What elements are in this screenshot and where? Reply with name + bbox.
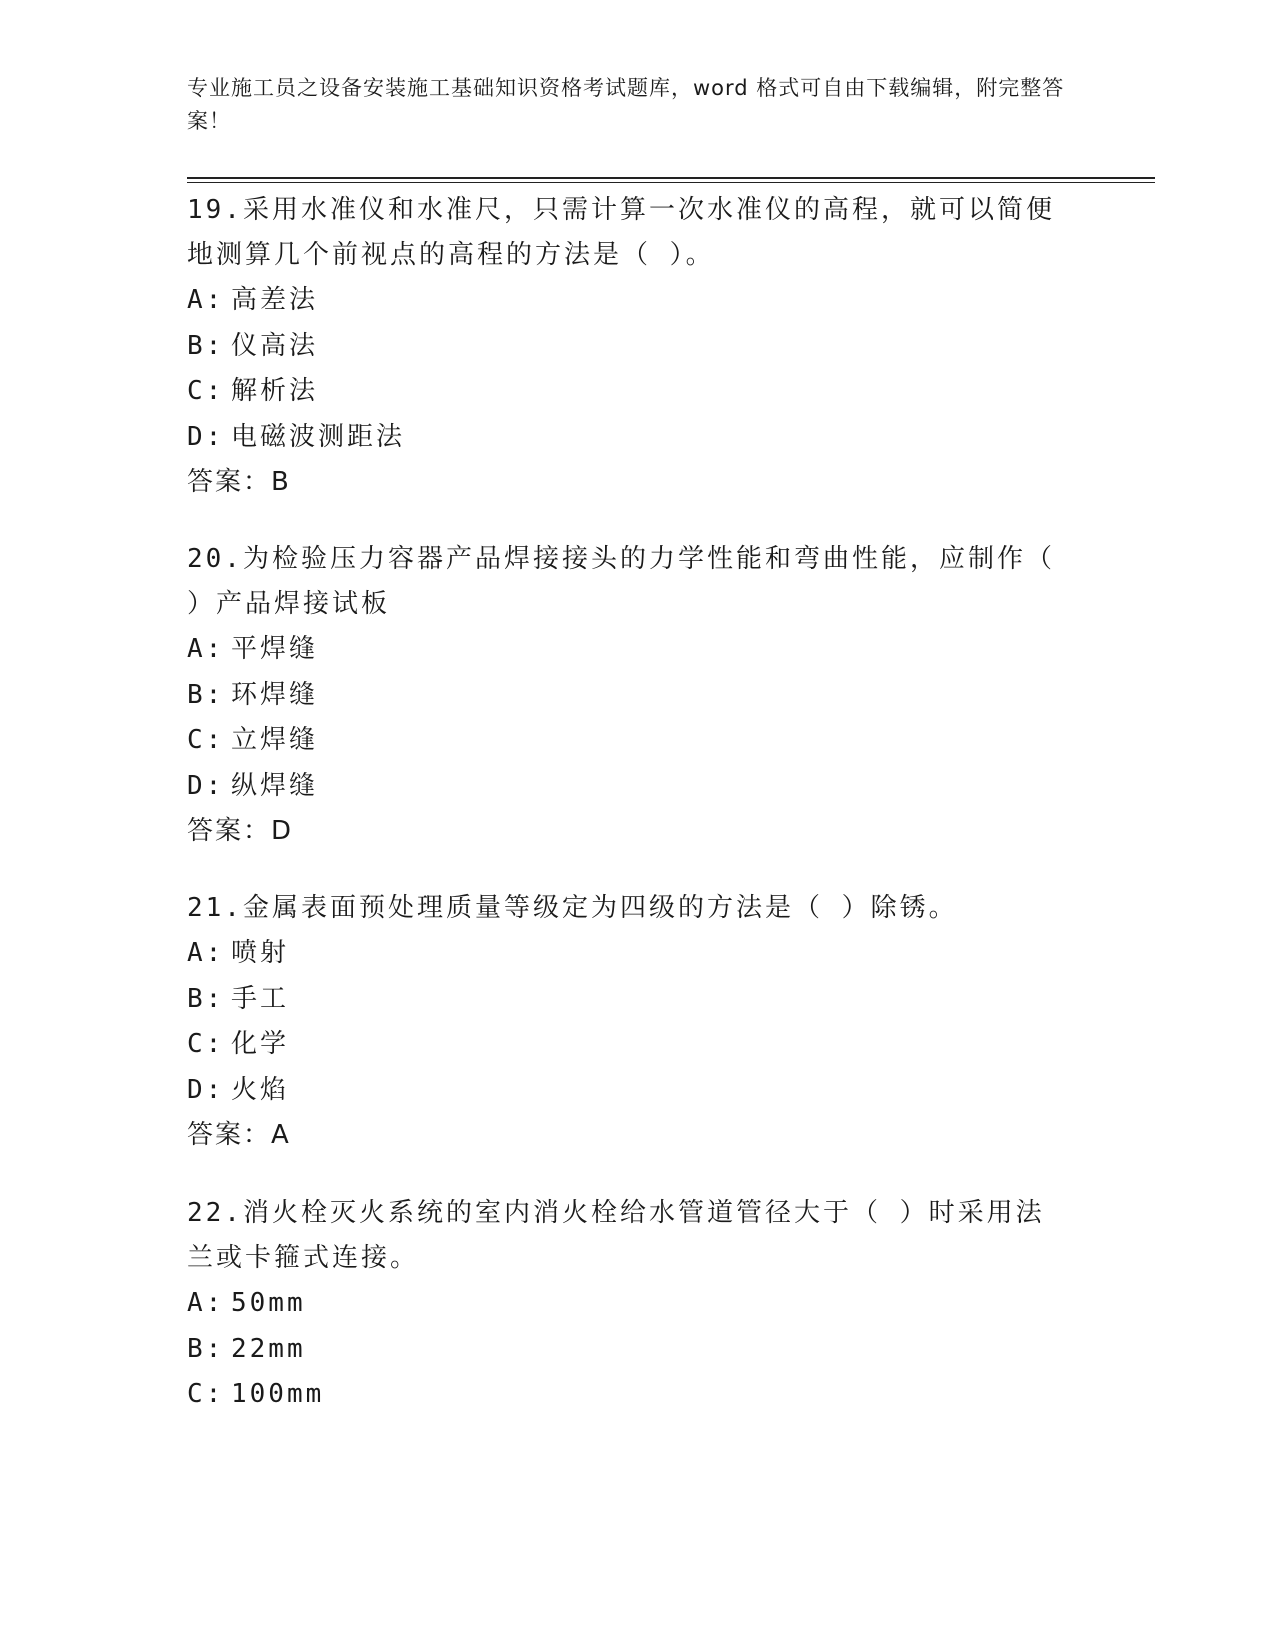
option-letter: D:: [187, 421, 225, 452]
option-text: 手工: [231, 983, 290, 1014]
option-text: 高差法: [231, 285, 319, 315]
question-stem: 20.为检验压力容器产品焊接接头的力学性能和弯曲性能，应制作（ ）产品焊接试板: [187, 544, 1055, 619]
option-text: 电磁波测距法: [231, 421, 406, 452]
option-c: [187, 718, 1087, 764]
option-letter: B:: [187, 330, 225, 361]
option-text: 22mm: [231, 1333, 306, 1364]
option-b: [187, 673, 1087, 719]
question-19: [187, 188, 1087, 505]
option-text: 仪高法: [231, 330, 319, 361]
option-text: 纵焊缝: [231, 770, 319, 801]
option-d: [187, 764, 1087, 810]
question-21: [187, 886, 1087, 1158]
question-20: [187, 537, 1087, 854]
option-b: [187, 977, 1087, 1023]
option-letter: C:: [187, 1379, 225, 1409]
header-divider-thin: [187, 182, 1155, 183]
option-letter: B:: [187, 983, 225, 1014]
question-stem: 21.金属表面预处理质量等级定为四级的方法是（ ）除锈。: [187, 893, 958, 923]
option-d: [187, 415, 1087, 461]
option-c: [187, 369, 1087, 415]
option-letter: D:: [187, 1074, 225, 1105]
option-letter: A:: [187, 938, 225, 968]
option-text: 平焊缝: [231, 634, 319, 664]
option-a: [187, 931, 1087, 977]
option-letter: C:: [187, 725, 225, 755]
question-22: [187, 1191, 1087, 1418]
answer: 答案：B: [187, 467, 291, 497]
header-divider-thick: [187, 177, 1155, 179]
option-text: 化学: [231, 1029, 290, 1059]
option-text: 50mm: [231, 1288, 306, 1318]
option-letter: A:: [187, 1288, 225, 1318]
question-stem: 22.消火栓灭火系统的室内消火栓给水管道管径大于（ ）时采用法兰或卡箍式连接。: [187, 1198, 1045, 1273]
option-text: 立焊缝: [231, 725, 319, 755]
option-letter: B:: [187, 679, 225, 710]
option-a: [187, 278, 1087, 324]
option-letter: B:: [187, 1333, 225, 1364]
option-text: 解析法: [231, 376, 319, 406]
question-stem: 19.采用水准仪和水准尺，只需计算一次水准仪的高程，就可以简便地测算几个前视点的高程的方法是（ ）。: [187, 195, 1055, 270]
option-a: [187, 1281, 1087, 1327]
option-text: 100mm: [231, 1379, 325, 1409]
option-b: [187, 324, 1087, 370]
option-a: [187, 627, 1087, 673]
option-letter: A:: [187, 285, 225, 315]
answer: 答案：A: [187, 1120, 291, 1150]
option-c: [187, 1372, 1087, 1418]
document-header: 专业施工员之设备安装施工基础知识资格考试题库，word 格式可自由下载编辑，附完整答案！: [187, 76, 1065, 133]
answer: 答案：D: [187, 816, 294, 846]
option-d: [187, 1068, 1087, 1114]
option-b: [187, 1327, 1087, 1373]
option-text: 喷射: [231, 938, 290, 968]
option-letter: C:: [187, 376, 225, 406]
option-text: 火焰: [231, 1074, 290, 1105]
option-c: [187, 1022, 1087, 1068]
option-letter: C:: [187, 1029, 225, 1059]
option-letter: A:: [187, 634, 225, 664]
option-letter: D:: [187, 770, 225, 801]
option-text: 环焊缝: [231, 679, 319, 710]
